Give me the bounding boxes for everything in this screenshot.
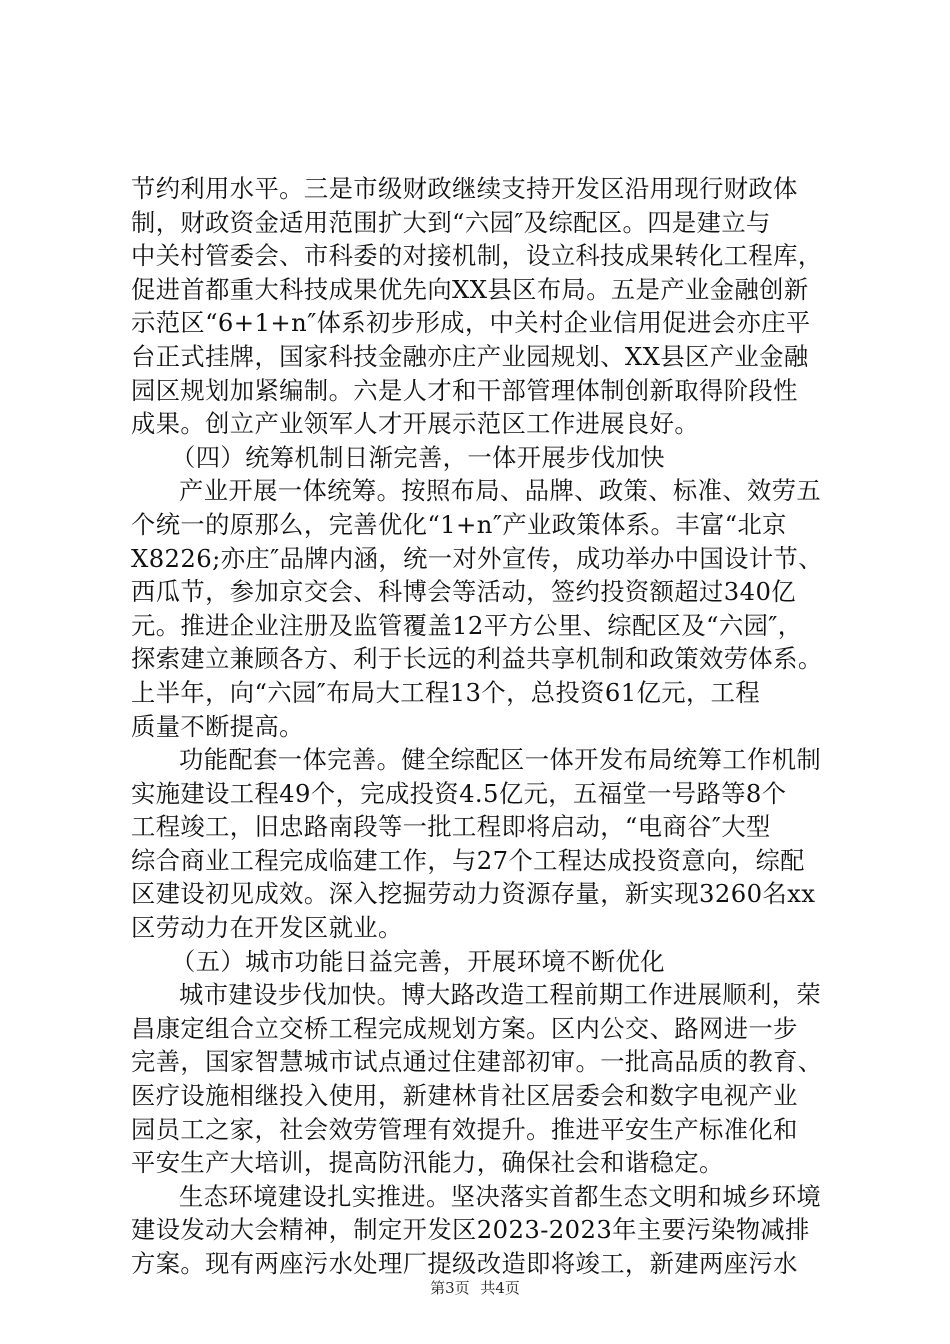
paragraph-start-line: 功能配套一体完善。健全综配区一体开发布局统筹工作机制: [179, 745, 822, 775]
body-line: 探索建立兼顾各方、利于长远的利益共享机制和政策效劳体系。: [131, 644, 823, 674]
page-total: 共4页: [480, 1279, 520, 1297]
body-line: 制，财政资金适用范围扩大到“六园″及综配区。四是建立与: [131, 207, 771, 237]
body-line: 区劳动力在开发区就业。: [131, 913, 403, 943]
body-line: 元。推进企业注册及监管覆盖12平方公里、综配区及“六园″，: [131, 610, 803, 640]
body-line: 促进首都重大科技成果优先向XX县区布局。五是产业金融创新: [131, 274, 809, 304]
body-line: 工程竣工，旧忠路南段等一批工程即将启动，“电商谷″大型: [131, 812, 771, 842]
page-number: 第3页: [430, 1279, 470, 1297]
body-line: 完善，国家智慧城市试点通过住建部初审。一批高品质的教育、: [131, 1047, 823, 1077]
body-line: 质量不断提高。: [131, 711, 304, 741]
body-line: 建设发动大会精神，制定开发区2023-2023年主要污染物减排: [131, 1215, 810, 1245]
body-line: 园区规划加紧编制。六是人才和干部管理体制创新取得阶段性: [131, 375, 798, 405]
body-line: 台正式挂牌，国家科技金融亦庄产业园规划、XX县区产业金融: [131, 341, 809, 371]
body-line: 西瓜节，参加京交会、科博会等活动，签约投资额超过340亿: [131, 577, 796, 607]
document-body: [131, 172, 831, 1281]
body-line: 上半年，向“六园″布局大工程13个，总投资61亿元，工程: [131, 677, 761, 707]
body-line: 园员工之家，社会效劳管理有效提升。推进平安生产标准化和: [131, 1114, 798, 1144]
body-line: 区建设初见成效。深入挖掘劳动力资源存量，新实现3260名xx: [131, 879, 816, 909]
section-heading-four: （四）统筹机制日渐完善，一体开展步伐加快: [171, 442, 665, 472]
body-line: 示范区“6+1+n″体系初步形成，中关村企业信用促进会亦庄平: [131, 308, 811, 338]
section-heading-five: （五）城市功能日益完善，开展环境不断优化: [171, 946, 665, 976]
body-line: 成果。创立产业领军人才开展示范区工作进展良好。: [131, 409, 700, 439]
paragraph-start-line: 生态环境建设扎实推进。坚决落实首都生态文明和城乡环境: [179, 1181, 822, 1211]
body-line: 中关村管委会、市科委的对接机制，设立科技成果转化工程库，: [131, 241, 823, 271]
body-line: 医疗设施相继投入使用，新建林肯社区居委会和数字电视产业: [131, 1081, 798, 1111]
page-footer: [0, 1277, 950, 1298]
body-line: 节约利用水平。三是市级财政继续支持开发区沿用现行财政体: [131, 174, 798, 203]
body-line: 方案。现有两座污水处理厂提级改造即将竣工，新建两座污水: [131, 1249, 798, 1278]
body-line: 平安生产大培训，提高防汛能力，确保社会和谐稳定。: [131, 1148, 724, 1178]
body-line: 昌康定组合立交桥工程完成规划方案。区内公交、路网进一步: [131, 1013, 798, 1043]
body-line: 实施建设工程49个，完成投资4.5亿元，五福堂一号路等8个: [131, 778, 787, 808]
paragraph-start-line: 城市建设步伐加快。博大路改造工程前期工作进展顺利，荣: [179, 980, 822, 1010]
paragraph-start-line: 产业开展一体统筹。按照布局、品牌、政策、标准、效劳五: [179, 476, 822, 506]
body-line: X8226;亦庄″品牌内涵，统一对外宣传，成功举办中国设计节、: [131, 543, 823, 573]
body-line: 综合商业工程完成临建工作，与27个工程达成投资意向，综配: [131, 845, 805, 875]
body-line: 个统一的原那么，完善优化“1+n″产业政策体系。丰富“北京: [131, 509, 787, 539]
